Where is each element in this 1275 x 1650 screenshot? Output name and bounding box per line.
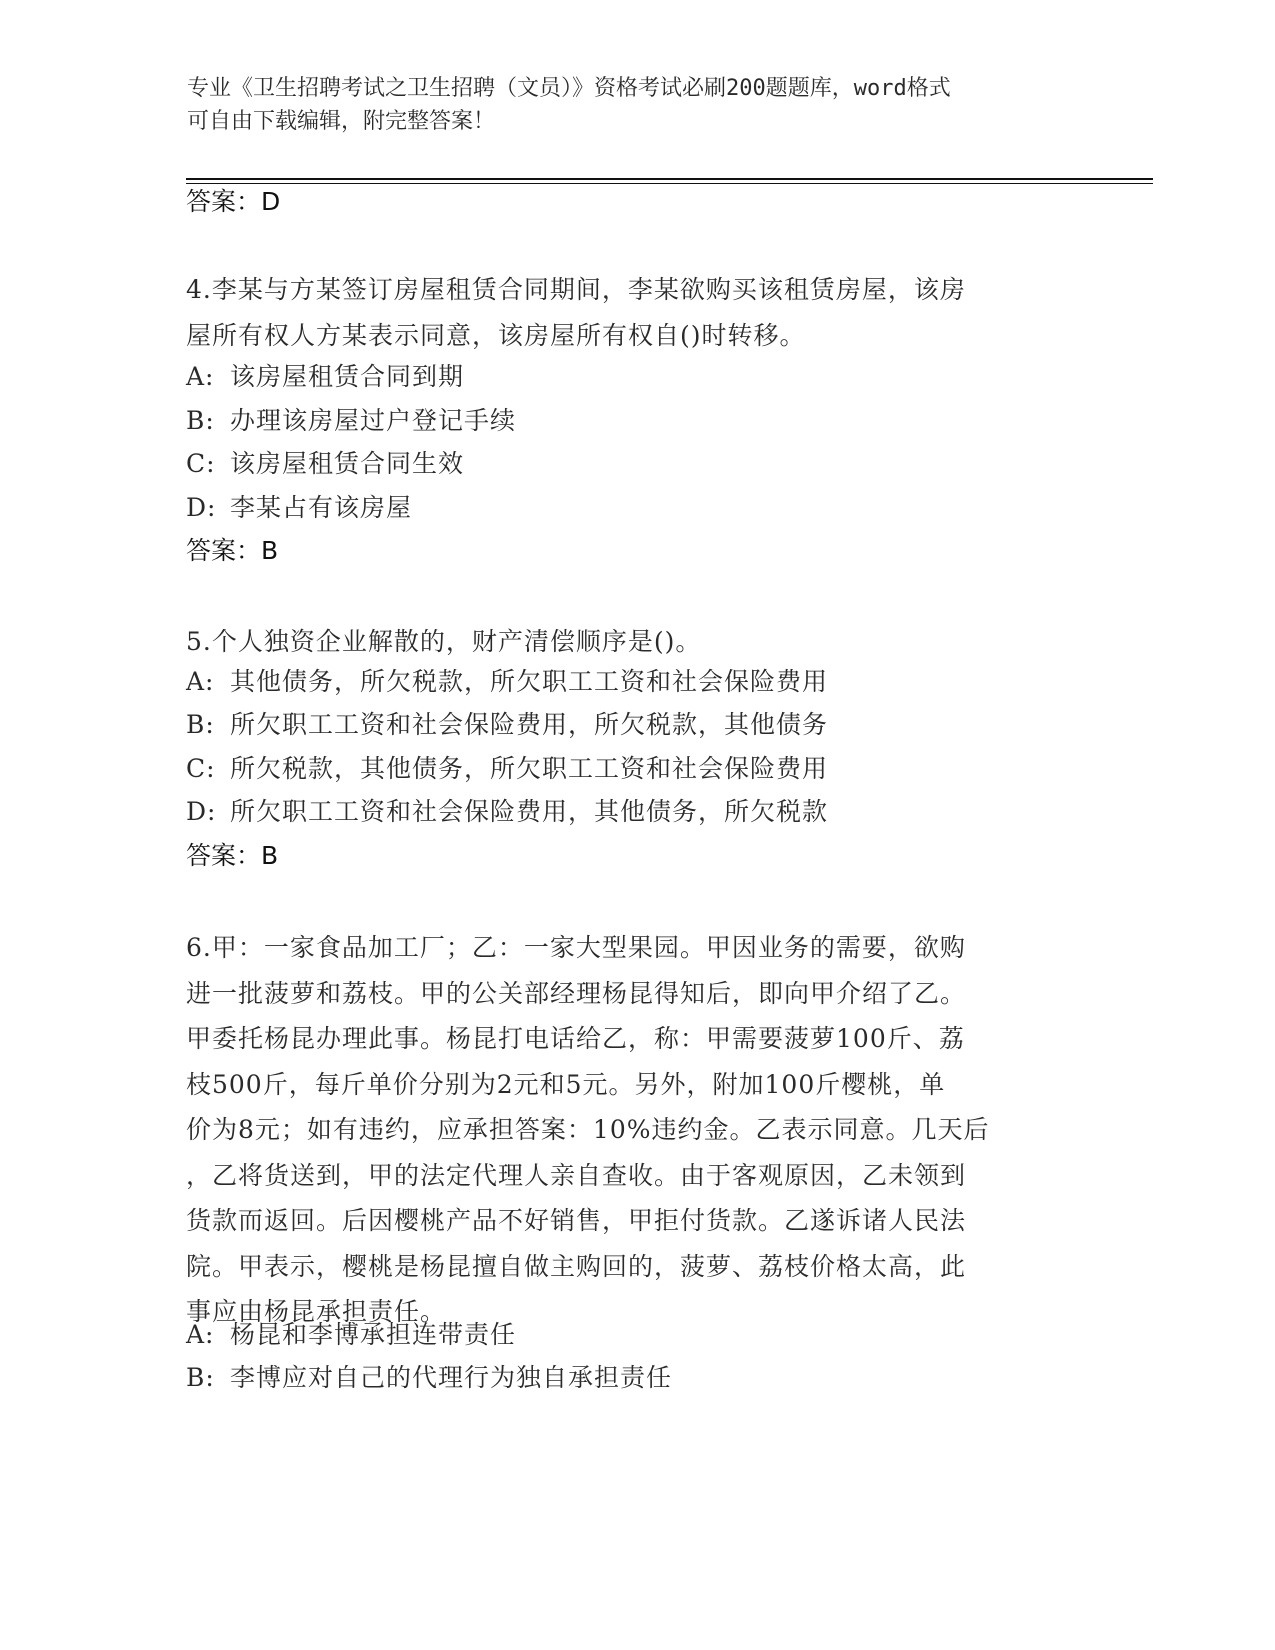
option-key: D: xyxy=(186,797,217,826)
question-4-option-a xyxy=(186,361,1066,393)
question-6-option-a xyxy=(186,1319,1066,1351)
question-line: 价为8元；如有违约，应承担答案：10%违约金。乙表示同意。几天后 xyxy=(186,1115,990,1144)
option-key: B: xyxy=(186,1363,215,1392)
question-5-option-a xyxy=(186,666,1066,698)
option-key: A: xyxy=(186,362,215,391)
option-text: 李博应对自己的代理行为独自承担责任 xyxy=(230,1363,673,1392)
header-line-1: 专业《卫生招聘考试之卫生招聘（文员）》资格考试必刷200题题库，word格式 xyxy=(187,76,951,101)
option-text: 该房屋租赁合同生效 xyxy=(230,449,465,478)
question-4-answer: 答案：B xyxy=(186,536,279,565)
question-line: 枝500斤，每斤单价分别为2元和5元。另外，附加100斤樱桃，单 xyxy=(186,1069,946,1099)
question-5-option-d xyxy=(186,796,1066,828)
question-5-answer: 答案：B xyxy=(186,841,279,870)
header-rule-thick xyxy=(186,178,1153,180)
page-header xyxy=(187,72,1067,138)
option-key: B: xyxy=(186,710,215,739)
header-line-2: 可自由下载编辑，附完整答案！ xyxy=(187,109,496,134)
header-rule-thin xyxy=(186,183,1153,184)
previous-answer: 答案：D xyxy=(186,187,281,216)
question-line: 甲委托杨昆办理此事。杨昆打电话给乙，称：甲需要菠萝100斤、荔 xyxy=(186,1024,965,1053)
option-key: D: xyxy=(186,493,217,522)
option-key: B: xyxy=(186,406,215,435)
option-text: 其他债务，所欠税款，所欠职工工资和社会保险费用 xyxy=(230,667,829,696)
option-key: A: xyxy=(186,667,215,696)
question-5-option-c xyxy=(186,753,1066,785)
option-text: 所欠职工工资和社会保险费用，其他债务，所欠税款 xyxy=(230,797,829,826)
option-key: C: xyxy=(186,754,216,783)
question-5-option-b xyxy=(186,709,1066,741)
option-text: 办理该房屋过户登记手续 xyxy=(230,406,517,435)
question-4-option-d xyxy=(186,492,1066,524)
question-4-text xyxy=(186,267,1066,358)
question-line: 进一批菠萝和荔枝。甲的公关部经理杨昆得知后，即向甲介绍了乙。 xyxy=(186,978,967,1008)
question-4-option-c xyxy=(186,448,1066,480)
option-key: A: xyxy=(186,1320,215,1349)
question-line: 屋所有权人方某表示同意，该房屋所有权自()时转移。 xyxy=(186,320,806,350)
option-text: 所欠税款，其他债务，所欠职工工资和社会保险费用 xyxy=(230,754,829,783)
option-text: 李某占有该房屋 xyxy=(230,493,413,522)
option-text: 所欠职工工资和社会保险费用，所欠税款，其他债务 xyxy=(230,710,829,739)
question-line: 院。甲表示，樱桃是杨昆擅自做主购回的，菠萝、荔枝价格太高，此 xyxy=(186,1251,967,1281)
question-line: 事应由杨昆承担责任。 xyxy=(186,1297,447,1326)
question-4-option-b xyxy=(186,405,1066,437)
question-6-option-b xyxy=(186,1362,1066,1394)
question-line: 5.个人独资企业解散的，财产清偿顺序是()。 xyxy=(186,627,702,656)
option-text: 该房屋租赁合同到期 xyxy=(230,362,465,391)
question-line: 6.甲：一家食品加工厂；乙：一家大型果园。甲因业务的需要，欲购 xyxy=(186,933,966,962)
question-6-text xyxy=(186,925,1066,1335)
option-text: 杨昆和李博承担连带责任 xyxy=(230,1320,517,1349)
option-key: C: xyxy=(186,449,216,478)
question-line: 4.李某与方某签订房屋租赁合同期间，李某欲购买该租赁房屋，该房 xyxy=(186,275,966,304)
question-5-text xyxy=(186,619,1066,665)
question-line: ，乙将货送到，甲的法定代理人亲自查收。由于客观原因，乙未领到 xyxy=(186,1160,967,1190)
question-line: 货款而返回。后因樱桃产品不好销售，甲拒付货款。乙遂诉诸人民法 xyxy=(186,1206,967,1235)
